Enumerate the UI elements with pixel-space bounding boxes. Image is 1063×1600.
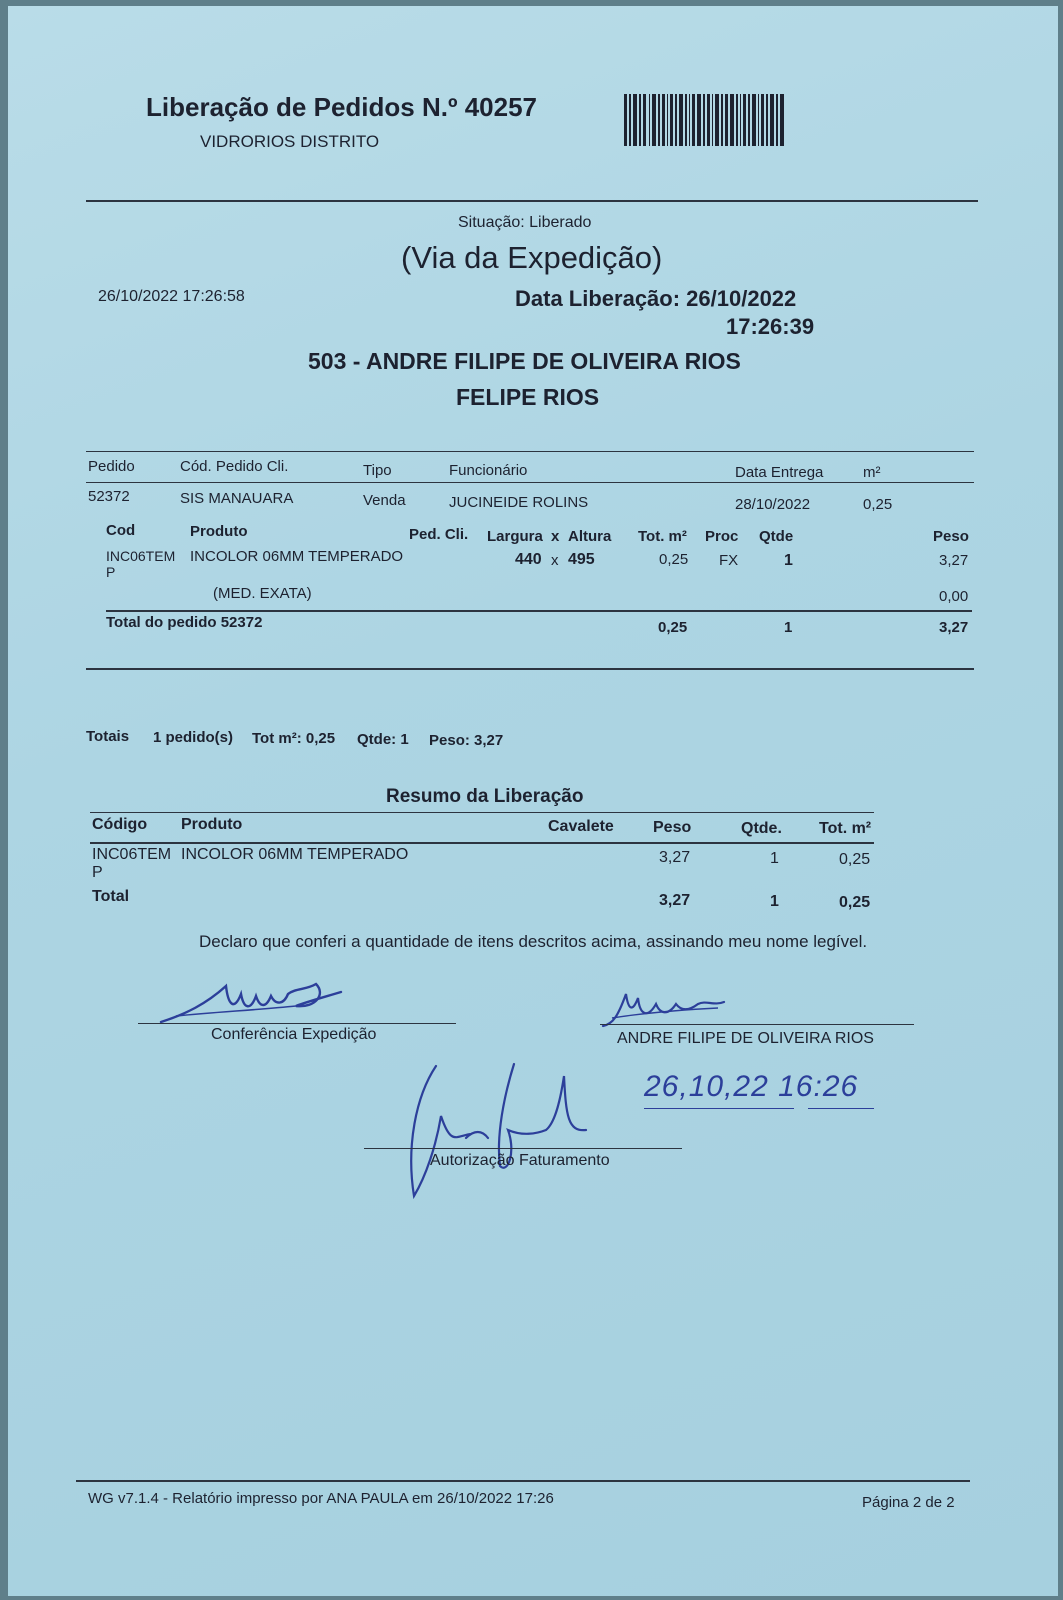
order-type: Venda (363, 492, 406, 509)
resumo-col-codigo: Código (92, 816, 148, 833)
autorizacao-label: Autorização Faturamento (430, 1152, 610, 1169)
divider (86, 200, 978, 202)
col-header-m2: m² (863, 464, 881, 481)
item-x: x (551, 552, 559, 569)
client-alias: FELIPE RIOS (456, 384, 600, 410)
col-header-cod-pedido-cli: Cód. Pedido Cli. (180, 458, 289, 475)
col-header-pedido: Pedido (88, 458, 135, 475)
handwritten-date: 26,10,22 16:26 (644, 1070, 859, 1103)
order-total-qtde: 1 (784, 619, 793, 636)
declaration-text: Declaro que conferi a quantidade de itens descritos acima, assinando meu nome legível. (199, 932, 868, 951)
divider (86, 482, 974, 483)
col-header-qtde: Qtde (759, 528, 794, 545)
order-total-m2: 0,25 (658, 619, 688, 636)
item-proc: FX (719, 552, 739, 569)
divider (106, 610, 972, 612)
barcode-icon (624, 94, 784, 146)
resumo-total-qtde: 1 (770, 893, 779, 910)
col-header-data-entrega: Data Entrega (735, 464, 824, 481)
order-total-peso: 3,27 (939, 619, 969, 636)
col-header-peso: Peso (933, 528, 969, 545)
conferencia-label: Conferência Expedição (211, 1026, 377, 1043)
resumo-product: INCOLOR 06MM TEMPERADO (181, 846, 409, 863)
resumo-tot-m2: 0,25 (839, 851, 871, 868)
resumo-col-qtde: Qtde. (741, 820, 782, 837)
signature-line (364, 1148, 682, 1149)
printed-timestamp: 26/10/2022 17:26:58 (98, 288, 245, 305)
totals-qtde: Qtde: 1 (357, 731, 409, 748)
resumo-col-peso: Peso (653, 819, 692, 836)
resumo-total-m2: 0,25 (839, 894, 871, 911)
handwritten-underline (644, 1108, 794, 1109)
col-header-tipo: Tipo (363, 462, 392, 479)
col-header-x: x (551, 528, 560, 545)
footer-page-number: Página 2 de 2 (862, 1494, 955, 1511)
divider (90, 842, 874, 844)
item-width: 440 (515, 551, 542, 568)
item-qtde: 1 (784, 552, 793, 569)
col-header-funcionario: Funcionário (449, 462, 528, 479)
employee-name: JUCINEIDE ROLINS (449, 494, 589, 511)
order-m2: 0,25 (863, 496, 893, 513)
company-name: VIDRORIOS DISTRITO (200, 132, 380, 151)
col-header-tot-m2: Tot. m² (638, 528, 687, 545)
divider (86, 451, 974, 452)
resumo-code: INC06TEM (92, 846, 172, 863)
col-header-ped-cli: Ped. Cli. (409, 526, 469, 543)
col-header-cod: Cod (106, 522, 136, 539)
resumo-total-label: Total (92, 888, 130, 905)
resumo-total-peso: 3,27 (659, 892, 691, 909)
col-header-largura: Largura (487, 528, 543, 545)
item-code: INC06TEM (106, 548, 176, 564)
via-title: (Via da Expedição) (401, 240, 663, 275)
divider (76, 1480, 970, 1482)
resumo-peso: 3,27 (659, 849, 691, 866)
item-height: 495 (568, 551, 595, 568)
signature-autorizacao (396, 1056, 596, 1206)
resumo-col-tot-m2: Tot. m² (819, 820, 872, 837)
col-header-proc: Proc (705, 528, 739, 545)
item-peso: 3,27 (939, 552, 969, 569)
resumo-col-cavalete: Cavalete (548, 818, 614, 835)
divider (90, 812, 874, 813)
signature-cliente (598, 986, 738, 1036)
col-header-produto: Produto (190, 523, 248, 540)
cliente-name-label: ANDRE FILIPE DE OLIVEIRA RIOS (617, 1030, 874, 1047)
item-tot-m2: 0,25 (659, 551, 689, 568)
client-order-code: SIS MANAUARA (180, 490, 294, 507)
totals-pedidos: 1 pedido(s) (153, 729, 234, 746)
divider (86, 668, 974, 670)
item-code-suffix: P (106, 564, 116, 580)
item-sub-peso: 0,00 (939, 588, 969, 605)
resumo-title: Resumo da Liberação (386, 786, 584, 807)
signature-line (600, 1024, 914, 1025)
delivery-date: 28/10/2022 (735, 496, 811, 513)
order-number: 52372 (88, 488, 130, 505)
resumo-code-suffix: P (92, 864, 103, 881)
totals-label: Totais (86, 728, 130, 745)
order-total-label: Total do pedido 52372 (106, 614, 263, 631)
status-text: Situação: Liberado (458, 214, 592, 231)
footer-print-info: WG v7.1.4 - Relatório impresso por ANA PAULA em 26/10/2022 17:26 (88, 1490, 554, 1507)
resumo-col-produto: Produto (181, 816, 243, 833)
item-measure-note: (MED. EXATA) (213, 585, 312, 602)
document-sheet (8, 6, 1058, 1596)
totals-peso: Peso: 3,27 (429, 732, 504, 749)
col-header-altura: Altura (568, 528, 612, 545)
document-title: Liberação de Pedidos N.º 40257 (146, 92, 537, 122)
handwritten-underline (808, 1108, 874, 1109)
release-time: 17:26:39 (726, 314, 815, 339)
item-product: INCOLOR 06MM TEMPERADO (190, 548, 404, 565)
resumo-qtde: 1 (770, 850, 779, 867)
release-date: Data Liberação: 26/10/2022 (515, 286, 797, 311)
signature-line (138, 1023, 456, 1024)
totals-m2: Tot m²: 0,25 (252, 730, 336, 747)
client-name: 503 - ANDRE FILIPE DE OLIVEIRA RIOS (308, 348, 741, 374)
